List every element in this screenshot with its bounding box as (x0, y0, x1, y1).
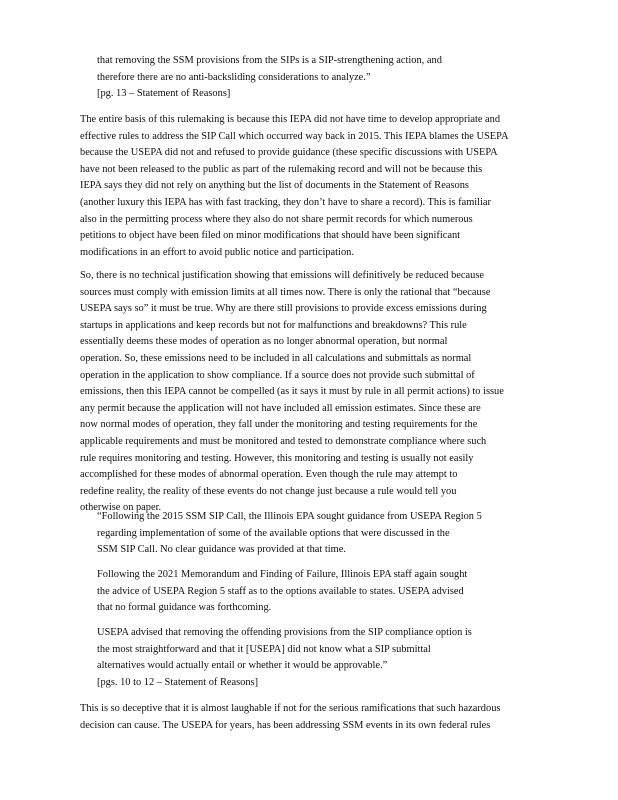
text-line: sources must comply with emission limits at all times now. There is only the rational that “because (80, 286, 491, 298)
text-line: any permit because the application will not have included all emission estimates. Since these are (80, 402, 481, 414)
text-line: emissions, then this IEPA cannot be compelled (as it says it must by rule in all permit actions) to issue (80, 386, 504, 398)
text-line: otherwise on paper. (80, 502, 162, 514)
text-line: redefine reality, the reality of these events do not change just because a rule would tell you (80, 485, 457, 497)
text-line: IEPA says they did not rely on anything but the list of documents in the Statement of Reasons (80, 180, 469, 192)
text-line: have not been released to the public as part of the rulemaking record and will not be because this (80, 163, 483, 175)
text-line: regarding implementation of some of the available options that were discussed in the (97, 527, 450, 539)
text-line: alternatives would actually entail or whether it would be approvable.” (97, 660, 388, 672)
text-line: decision can cause. The USEPA for years, has been addressing SSM events in its own federal rules (80, 719, 491, 731)
body-paragraph (80, 112, 508, 261)
text-line: now normal modes of operation, they fall under the monitoring and testing requirements for the (80, 419, 478, 431)
body-paragraph (80, 701, 500, 734)
text-line: petitions to object have been filed on minor modifications that should have been significant (80, 230, 461, 242)
text-line: applicable requirements and must be monitored and tested to demonstrate compliance where such (80, 435, 487, 447)
quote-paragraph (97, 567, 467, 617)
text-line: (another luxury this IEPA has with fast tracking, they don’t have to share a record). This is familiar (80, 196, 492, 208)
text-line: essentially deems these modes of operation as no longer abnormal operation, but normal (80, 336, 448, 348)
text-line: SSM SIP Call. No clear guidance was provided at that time. (97, 544, 346, 556)
text-line: This is so deceptive that it is almost laughable if not for the serious ramifications that such hazardous (80, 703, 501, 714)
text-line: “Following the 2015 SSM SIP Call, the Illinois EPA sought guidance from USEPA Region 5 (97, 511, 482, 522)
quote-paragraph (97, 509, 482, 559)
text-line: startups in applications and keep records but not for malfunctions and breakdowns? This rule (80, 319, 467, 331)
text-line: So, there is no technical justification showing that emissions will definitively be reduced because (80, 270, 484, 281)
text-line: because the USEPA did not and refused to provide guidance (these specific discussions with USEPA (80, 147, 498, 159)
citation-line: [pgs. 10 to 12 – Statement of Reasons] (97, 676, 259, 688)
text-line: rule requires monitoring and testing. However, this monitoring and testing is usually not easily (80, 452, 474, 464)
quote-paragraph (97, 625, 472, 691)
quote-paragraph (97, 53, 442, 103)
text-line: Following the 2021 Memorandum and Finding of Failure, Illinois EPA staff again sought (97, 569, 468, 580)
text-line: the advice of USEPA Region 5 staff as to the options available to states. USEPA advised (97, 585, 464, 597)
text-line: the most straightforward and that it [USEPA] did not know what a SIP submittal (97, 643, 431, 655)
text-line: accomplished for these modes of abnormal operation. Even though the rule may attempt to (80, 469, 458, 481)
text-line: that no formal guidance was forthcoming. (97, 602, 272, 614)
text-line: also in the permitting process where they also do not share permit records for which numerous (80, 213, 473, 225)
text-line: operation in the application to show compliance. If a source does not provide such submittal of (80, 369, 475, 381)
text-line: modifications in an effort to avoid public notice and participation. (80, 246, 354, 258)
text-line: therefore there are no anti-backsliding considerations to analyze.” (97, 71, 371, 83)
text-line: effective rules to address the SIP Call which occurred way back in 2015. This IEPA blames the USEPA (80, 130, 509, 142)
text-line: that removing the SSM provisions from the SIPs is a SIP-strengthening action, and (97, 55, 442, 66)
text-line: USEPA says so” it must be true. Why are there still provisions to provide excess emissions during (80, 303, 487, 315)
text-line: operation. So, these emissions need to be included in all calculations and submittals as normal (80, 352, 472, 364)
citation-line: [pg. 13 – Statement of Reasons] (97, 88, 231, 100)
text-line: USEPA advised that removing the offending provisions from the SIP compliance option is (97, 627, 472, 638)
body-paragraph (80, 268, 504, 517)
text-line: The entire basis of this rulemaking is because this IEPA did not have time to develop appropriate and (80, 114, 501, 125)
